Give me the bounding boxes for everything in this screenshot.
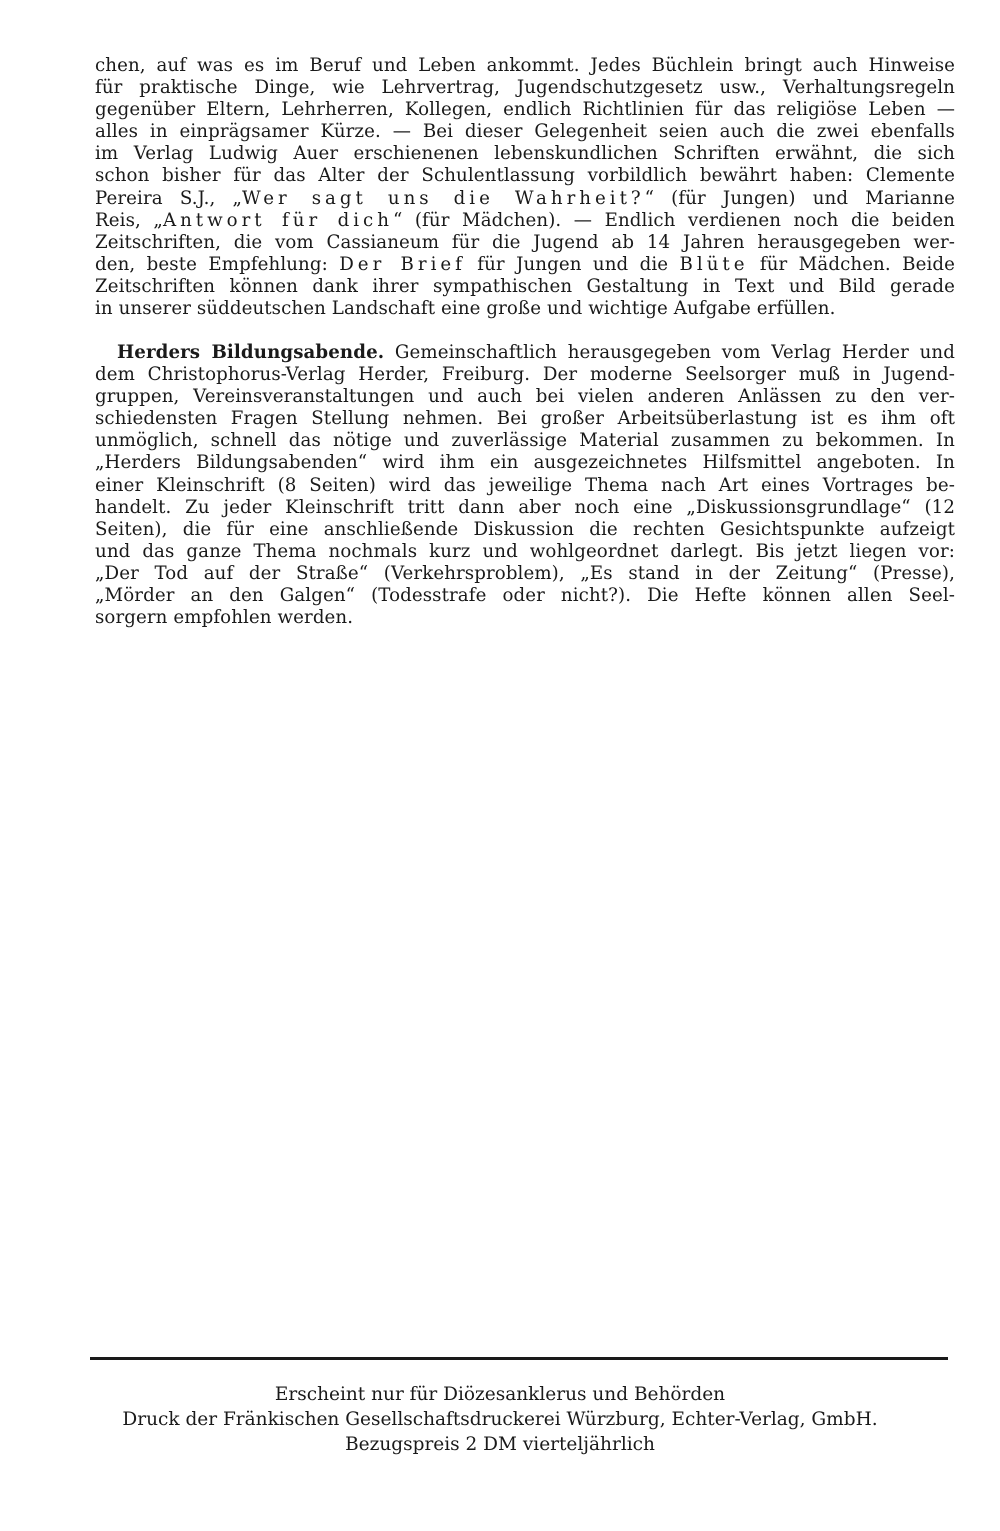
text-segment: chen, auf was es im Beruf und Leben ankommt. Jedes Büchlein bringt auch Hinweise [95,55,955,76]
footer-subscription-price: Bezugspreis 2 DM vierteljährlich [345,1434,655,1455]
text-segment: Reis, „ [95,209,163,231]
text-line [95,386,955,408]
text-segment: für praktische Dinge, wie Lehrvertrag, Jugendschutzgesetz usw., Verhaltungsregeln [95,77,955,99]
text-segment: “ (für Jungen) und Marianne [644,187,956,209]
text-line [95,475,955,497]
text-line [95,342,955,364]
text-segment: schon bisher für das Alter der Schulentlassung vorbildlich bewährt haben: Clemente [95,165,955,187]
text-line [95,188,955,210]
text-line [95,232,955,254]
text-line [95,210,955,232]
text-segment: „Mörder an den Galgen“ (Todesstrafe oder nicht?). Die Hefte können allen Seel- [95,585,955,607]
publication-footer [60,1382,940,1457]
footer-distribution-note: Erscheint nur für Diözesanklerus und Behörden [274,1384,726,1405]
text-line [95,143,955,165]
text-line [95,541,955,563]
text-line [95,408,955,430]
text-segment: “ (für Mädchen). — Endlich verdienen noch die beiden [392,209,955,231]
spaced-title: Der Brief [339,253,466,275]
footer-divider [90,1357,948,1360]
text-segment: den, beste Empfehlung: [95,253,340,275]
spaced-title: Wer sagt uns die Wahrheit? [242,187,645,209]
text-segment: gruppen, Vereinsveranstaltungen und auch bei vielen anderen Anlässen zu den ver- [95,386,955,408]
text-line [95,55,955,77]
text-segment: einer Kleinschrift (8 Seiten) wird das jeweilige Thema nach Art eines Vortrages be- [95,474,955,496]
text-line [95,585,955,607]
text-line [95,276,955,298]
text-segment: „Der Tod auf der Straße“ (Verkehrsproblem), „Es stand in der Zeitung“ (Presse), [95,562,955,584]
spaced-title: Antwort für dich [162,209,393,231]
paragraph-herders-bildungsabende [95,342,955,629]
text-segment: unmöglich, schnell das nötige und zuverlässige Material zusammen zu bekommen. In [95,430,955,452]
text-line [95,77,955,99]
text-segment: Seiten), die für eine anschließende Diskussion die rechten Gesichtspunkte aufzeigt [95,518,955,540]
text-segment: Zeitschriften, die vom Cassianeum für die Jugend ab 14 Jahren herausgegeben wer- [95,231,955,253]
paragraph-youth-literature [95,55,955,320]
text-line [95,607,955,629]
text-segment: im Verlag Ludwig Auer erschienenen lebenskundlichen Schriften erwähnt, die sich [95,143,955,165]
text-segment: Gemeinschaftlich herausgegeben vom Verlag Herder und [384,342,955,363]
text-line [95,165,955,187]
section-heading: Herders Bildungsabende. [117,342,385,363]
text-line [95,298,955,320]
text-segment: sorgern empfohlen werden. [95,607,354,629]
text-segment: gegenüber Eltern, Lehrherren, Kollegen, endlich Richtlinien für das religiöse Leben — [95,99,955,121]
text-segment: dem Christophorus-Verlag Herder, Freiburg. Der moderne Seelsorger muß in Jugend- [95,364,955,386]
text-segment: alles in einprägsamer Kürze. — Bei dieser Gelegenheit seien auch die zwei ebenfalls [95,121,955,143]
text-line [95,519,955,541]
text-segment: und das ganze Thema nochmals kurz und wohlgeordnet darlegt. Bis jetzt liegen vor: [95,540,955,562]
text-segment: für Mädchen. Beide [748,253,955,275]
text-segment: für Jungen und die [465,253,680,275]
text-line [95,430,955,452]
text-line [95,364,955,386]
text-segment: schiedensten Fragen Stellung nehmen. Bei großer Arbeitsüberlastung ist es ihm oft [95,408,955,430]
text-segment: Zeitschriften können dank ihrer sympathischen Gestaltung in Text und Bild gerade [95,275,955,297]
text-line [95,563,955,585]
text-line [95,99,955,121]
text-line [95,497,955,519]
text-line [95,452,955,474]
text-segment: „Herders Bildungsabenden“ wird ihm ein ausgezeichnetes Hilfsmittel angeboten. In [95,452,955,474]
spaced-title: Blüte [679,253,749,275]
text-line [95,121,955,143]
footer-printer-note: Druck der Fränkischen Gesellschaftsdruckerei Würzburg, Echter-Verlag, GmbH. [122,1409,878,1430]
text-segment: handelt. Zu jeder Kleinschrift tritt dann aber noch eine „Diskussionsgrundlage“ (12 [95,496,955,518]
text-segment: Pereira S.J., „ [95,187,243,209]
text-line [95,254,955,276]
text-segment: in unserer süddeutschen Landschaft eine große und wichtige Aufgabe erfüllen. [95,298,836,320]
